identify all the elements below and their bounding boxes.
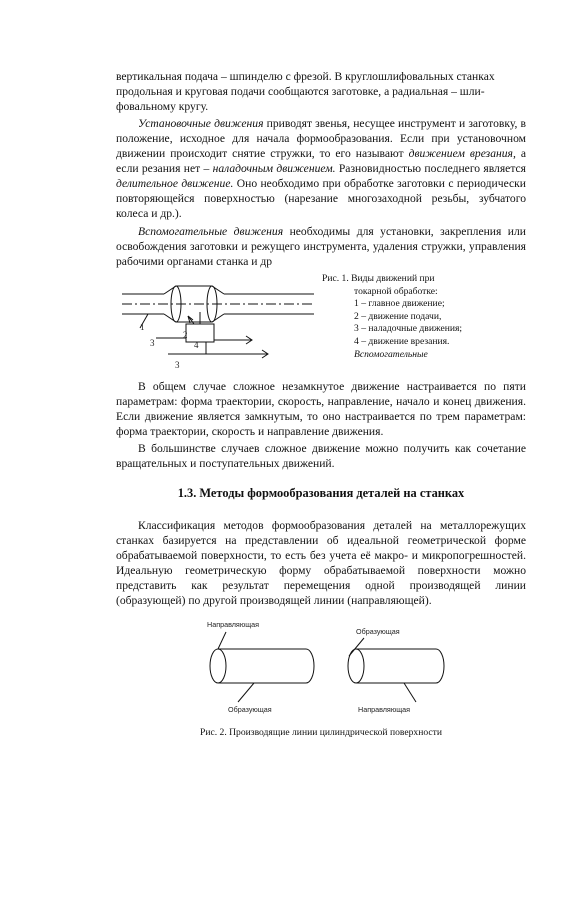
term-plunge-motion: движением врезания, bbox=[408, 147, 516, 160]
fig1-item-2: 2 – движение подачи, bbox=[354, 310, 442, 322]
fig2-left-bottom-label: Образующая bbox=[228, 705, 272, 714]
paragraph-classification: Классификация методов формообразования деталей на металлорежущих станках базируется на представлении об идеальной геометрической форме обрабатываемой поверхности, то есть без учета её макро- и микропогрешностей. Идеальную геометрическую форму обрабатываемой поверхности можно представить как результат перемещения одной производящей линии (образующей) по другой производящей линии (направляющей). bbox=[116, 519, 526, 607]
term-adjust-motion: наладочным движением. bbox=[212, 162, 336, 175]
p2-text-a: приводят звенья, несущее инструмент и заготовку, в положение, исходное для начала формообразования. Если при установочном движении происходит снятие стружки, то его называют bbox=[116, 117, 526, 160]
fig1-label-3a: 3 bbox=[150, 338, 155, 348]
fig1-label-3b: 3 bbox=[175, 360, 180, 370]
p2-text-c: Разновидностью последнего является bbox=[335, 162, 527, 175]
fig2-right-top-label: Образующая bbox=[356, 627, 400, 636]
p3-text: необходимы для установки, закрепления или освобождения заготовки и режущего инструмента, удаления стружки, управления рабочими органами станка и др bbox=[116, 225, 526, 268]
term-index-motion: делительное движение. bbox=[116, 177, 234, 190]
fig2-right-bottom-label: Направляющая bbox=[358, 705, 411, 714]
figure-1-turning-diagram bbox=[118, 276, 318, 376]
figure-2-caption: Рис. 2. Производящие линии цилиндрической поверхности bbox=[200, 727, 442, 738]
p2-text-d: Оно необходимо при обработке заготовки с периодически повторяющейся поверхностью (нарезание многозаходной резьбы, зубчатого колеса и др.). bbox=[116, 177, 526, 220]
paragraph-1 bbox=[116, 69, 526, 114]
p1-line-3: фовальному кругу. bbox=[116, 100, 209, 113]
paragraph-aux-motions bbox=[116, 224, 526, 269]
figure-1-caption bbox=[322, 273, 522, 361]
term-aux-motions: Вспомогательные движения bbox=[138, 225, 284, 238]
fig1-item-3: 3 – наладочные движения; bbox=[354, 323, 463, 335]
fig1-label-2: 2 bbox=[183, 330, 188, 340]
fig1-extra: Вспомогательные bbox=[354, 348, 428, 360]
figure-2-cylinders bbox=[196, 626, 446, 716]
fig1-item-1: 1 – главное движение; bbox=[354, 298, 445, 310]
fig1-caption-line2: токарной обработке: bbox=[354, 285, 438, 297]
paragraph-setup-motions bbox=[116, 116, 526, 221]
paragraph-combination: В большинстве случаев сложное движение можно получить как сочетание вращательных и поступательных движений. bbox=[116, 442, 526, 470]
p1-line-2: продольная и круговая подачи сообщаются заготовке, а радиальная – шли- bbox=[116, 85, 485, 98]
p2-text-b: а если резания нет – bbox=[116, 147, 526, 175]
paragraph-complex-motion: В общем случае сложное незамкнутое движение настраивается по пяти параметрам: форма траектории, скорость, направление, начало и конец движения. Если движение является замкнутым, то оно настраивается по трем параметрам: форма траектории, скорость и направление движения. bbox=[116, 380, 526, 438]
fig1-item-4: 4 – движение врезания. bbox=[354, 335, 450, 347]
fig1-label-4: 4 bbox=[194, 340, 199, 350]
fig2-left-top-label: Направляющая bbox=[207, 620, 260, 629]
p1-line-1: вертикальная подача – шпинделю с фрезой. В круглошлифовальных станках bbox=[116, 70, 495, 83]
term-setup-motions: Установочные движения bbox=[138, 117, 264, 130]
fig1-label-1: 1 bbox=[140, 322, 145, 332]
section-heading: 1.3. Методы формообразования деталей на станках bbox=[177, 486, 465, 500]
fig1-caption-title: Рис. 1. Виды движений при bbox=[322, 273, 435, 284]
